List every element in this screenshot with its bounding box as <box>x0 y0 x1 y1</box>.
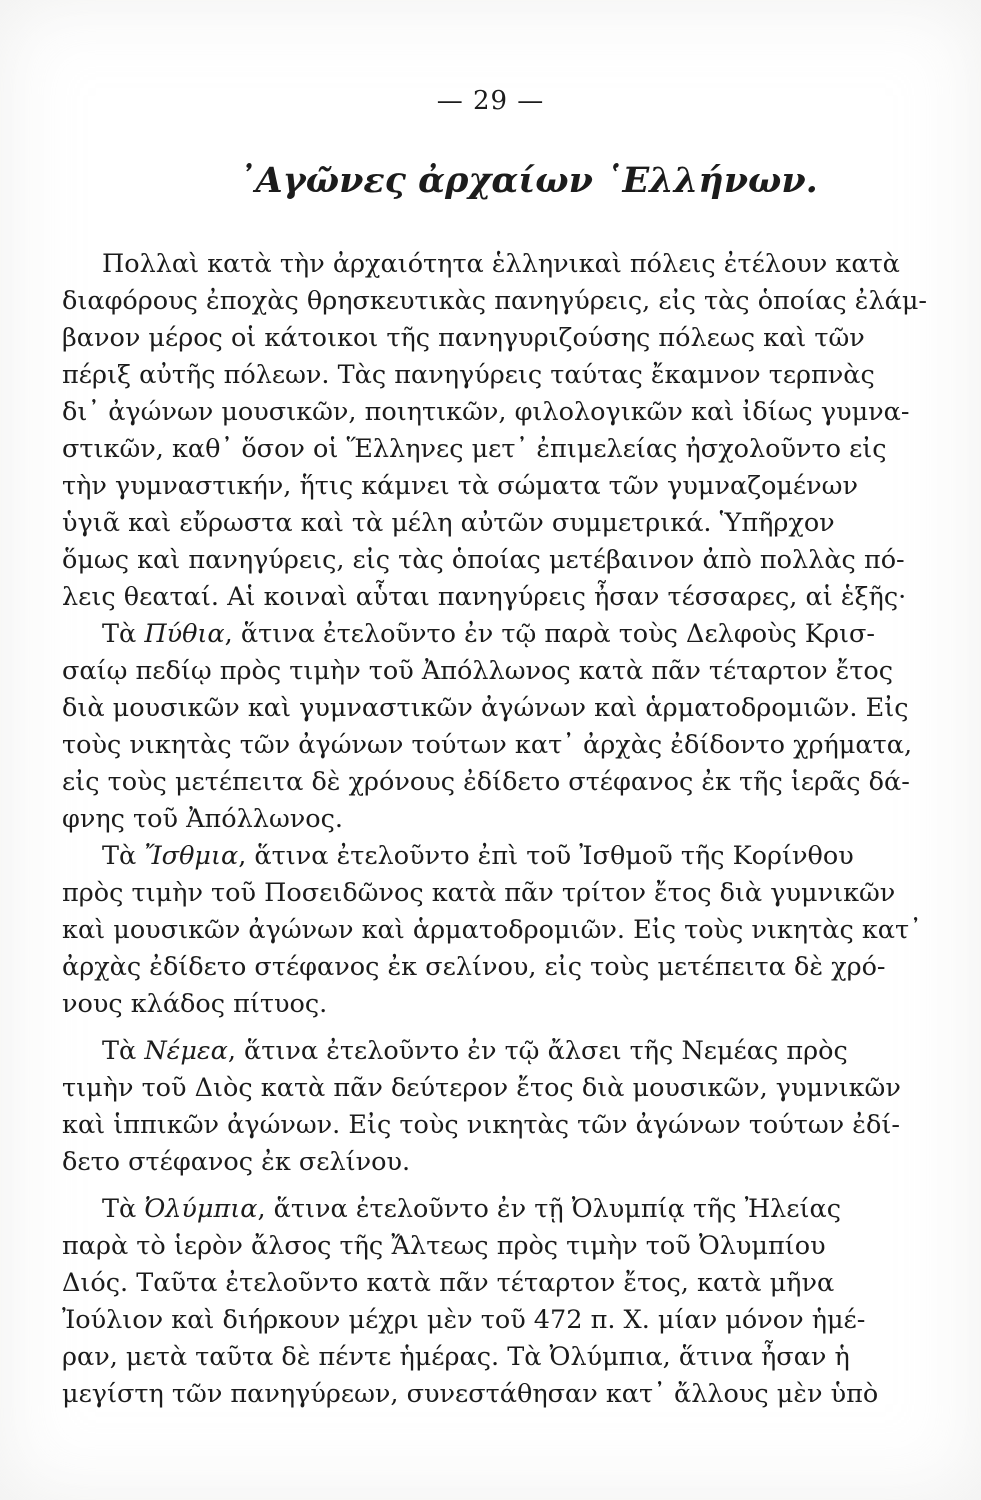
festival-name: Νέμεα <box>144 1036 228 1066</box>
text-line: διὰ μουσικῶν καὶ γυμναστικῶν ἀγώνων καὶ ἁρματοδρομιῶν. Εἰς <box>62 693 909 723</box>
text-line <box>62 616 875 653</box>
text-line: μεγίστη τῶν πανηγύρεων, συνεστάθησαν κατ᾿ ἄλλους μὲν ὑπὸ <box>62 1379 879 1409</box>
text-line: ἀρχὰς ἐδίδετο στέφανος ἐκ σελίνου, εἰς τοὺς μετέπειτα δὲ χρό- <box>62 952 886 982</box>
text-line: Πολλαὶ κατὰ τὴν ἀρχαιότητα ἑλληνικαὶ πόλεις ἐτέλουν κατὰ <box>102 249 900 279</box>
text-line: πρὸς τιμὴν τοῦ Ποσειδῶνος κατὰ πᾶν τρίτον ἔτος διὰ γυμνικῶν <box>62 878 896 908</box>
text-line: εἰς τοὺς μετέπειτα δὲ χρόνους ἐδίδετο στέφανος ἐκ τῆς ἱερᾶς δά- <box>62 767 910 797</box>
text-line: στικῶν, καθ᾿ ὅσον οἱ Ἕλληνες μετ᾿ ἐπιμελείας ἠσχολοῦντο εἰς <box>62 434 887 464</box>
text-line: ὑγιᾶ καὶ εὔρωστα καὶ τὰ μέλη αὐτῶν συμμετρικά. Ὑπῆρχον <box>62 508 835 538</box>
text-line: ραν, μετὰ ταῦτα δὲ πέντε ἡμέρας. Τὰ Ὀλύμπια, ἅτινα ἦσαν ἡ <box>62 1342 850 1372</box>
page-number: — 29 — <box>436 86 545 116</box>
text-line: τιμὴν τοῦ Διὸς κατὰ πᾶν δεύτερον ἔτος διὰ μουσικῶν, γυμνικῶν <box>62 1073 901 1103</box>
text-line: τοὺς νικητὰς τῶν ἀγώνων τούτων κατ᾿ ἀρχὰς ἐδίδοντο χρήματα, <box>62 730 913 760</box>
text-run: Τὰ <box>102 619 137 649</box>
text-line: Ἰούλιον καὶ διήρκουν μέχρι μὲν τοῦ 472 π. Χ. μίαν μόνον ἡμέ- <box>62 1305 866 1335</box>
body-text <box>62 246 928 1413</box>
text-run: , ἅτινα ἐτελοῦντο ἐν τῷ ἄλσει τῆς Νεμέας πρὸς <box>227 1036 848 1066</box>
text-line: καὶ ἱππικῶν ἀγώνων. Εἰς τοὺς νικητὰς τῶν ἀγώνων τούτων ἐδί- <box>62 1110 900 1140</box>
text-run: , ἅτινα ἐτελοῦντο ἐπὶ τοῦ Ἰσθμοῦ τῆς Κορίνθου <box>238 841 854 871</box>
text-line <box>62 1033 848 1070</box>
text-line: καὶ μουσικῶν ἀγώνων καὶ ἁρματοδρομιῶν. Εἰς τοὺς νικητὰς κατ᾿ <box>62 915 922 945</box>
festival-name: Ἴσθμια <box>144 841 239 871</box>
text-line: σαίῳ πεδίῳ πρὸς τιμὴν τοῦ Ἀπόλλωνος κατὰ πᾶν τέταρτον ἔτος <box>62 656 894 686</box>
text-line: νους κλάδος πίτυος. <box>62 989 328 1019</box>
text-line: Διός. Ταῦτα ἐτελοῦντο κατὰ πᾶν τέταρτον ἔτος, κατὰ μῆνα <box>62 1268 835 1298</box>
text-run: , ἅτινα ἐτελοῦντο ἐν τῇ Ὀλυμπίᾳ τῆς Ἠλείας <box>257 1194 842 1224</box>
text-line: πέριξ αὐτῆς πόλεων. Τὰς πανηγύρεις ταύτας ἔκαμνον τερπνὰς <box>62 360 875 390</box>
text-line: δι᾿ ἀγώνων μουσικῶν, ποιητικῶν, φιλολογικῶν καὶ ἰδίως γυμνα- <box>62 397 910 427</box>
text-run: Τὰ <box>102 1036 137 1066</box>
text-line: φνης τοῦ Ἀπόλλωνος. <box>62 804 343 834</box>
chapter-title: ᾿Αγῶνες ἀρχαίων ῾Ελλήνων. <box>238 160 818 201</box>
festival-name: Ὀλύμπια <box>144 1194 258 1224</box>
text-line <box>62 1191 842 1228</box>
text-line: διαφόρους ἐποχὰς θρησκευτικὰς πανηγύρεις, εἰς τὰς ὁποίας ἐλάμ- <box>62 286 928 316</box>
text-run: Τὰ <box>102 1194 137 1224</box>
text-line: δετο στέφανος ἐκ σελίνου. <box>62 1147 411 1177</box>
text-run: Τὰ <box>102 841 137 871</box>
text-line: βανον μέρος οἱ κάτοικοι τῆς πανηγυριζούσης πόλεως καὶ τῶν <box>62 323 865 353</box>
text-line <box>62 838 854 875</box>
text-line: λεις θεαταί. Αἱ κοιναὶ αὗται πανηγύρεις ἦσαν τέσσαρες, αἱ ἑξῆς· <box>62 582 907 612</box>
festival-name: Πύθια <box>144 619 225 649</box>
text-line: παρὰ τὸ ἱερὸν ἄλσος τῆς Ἄλτεως πρὸς τιμὴν τοῦ Ὀλυμπίου <box>62 1231 826 1261</box>
text-line: τὴν γυμναστικήν, ἥτις κάμνει τὰ σώματα τῶν γυμναζομένων <box>62 471 858 501</box>
text-run: , ἅτινα ἐτελοῦντο ἐν τῷ παρὰ τοὺς Δελφοὺς Κρισ- <box>224 619 875 649</box>
text-line: ὅμως καὶ πανηγύρεις, εἰς τὰς ὁποίας μετέβαινον ἀπὸ πολλὰς πό- <box>62 545 905 575</box>
